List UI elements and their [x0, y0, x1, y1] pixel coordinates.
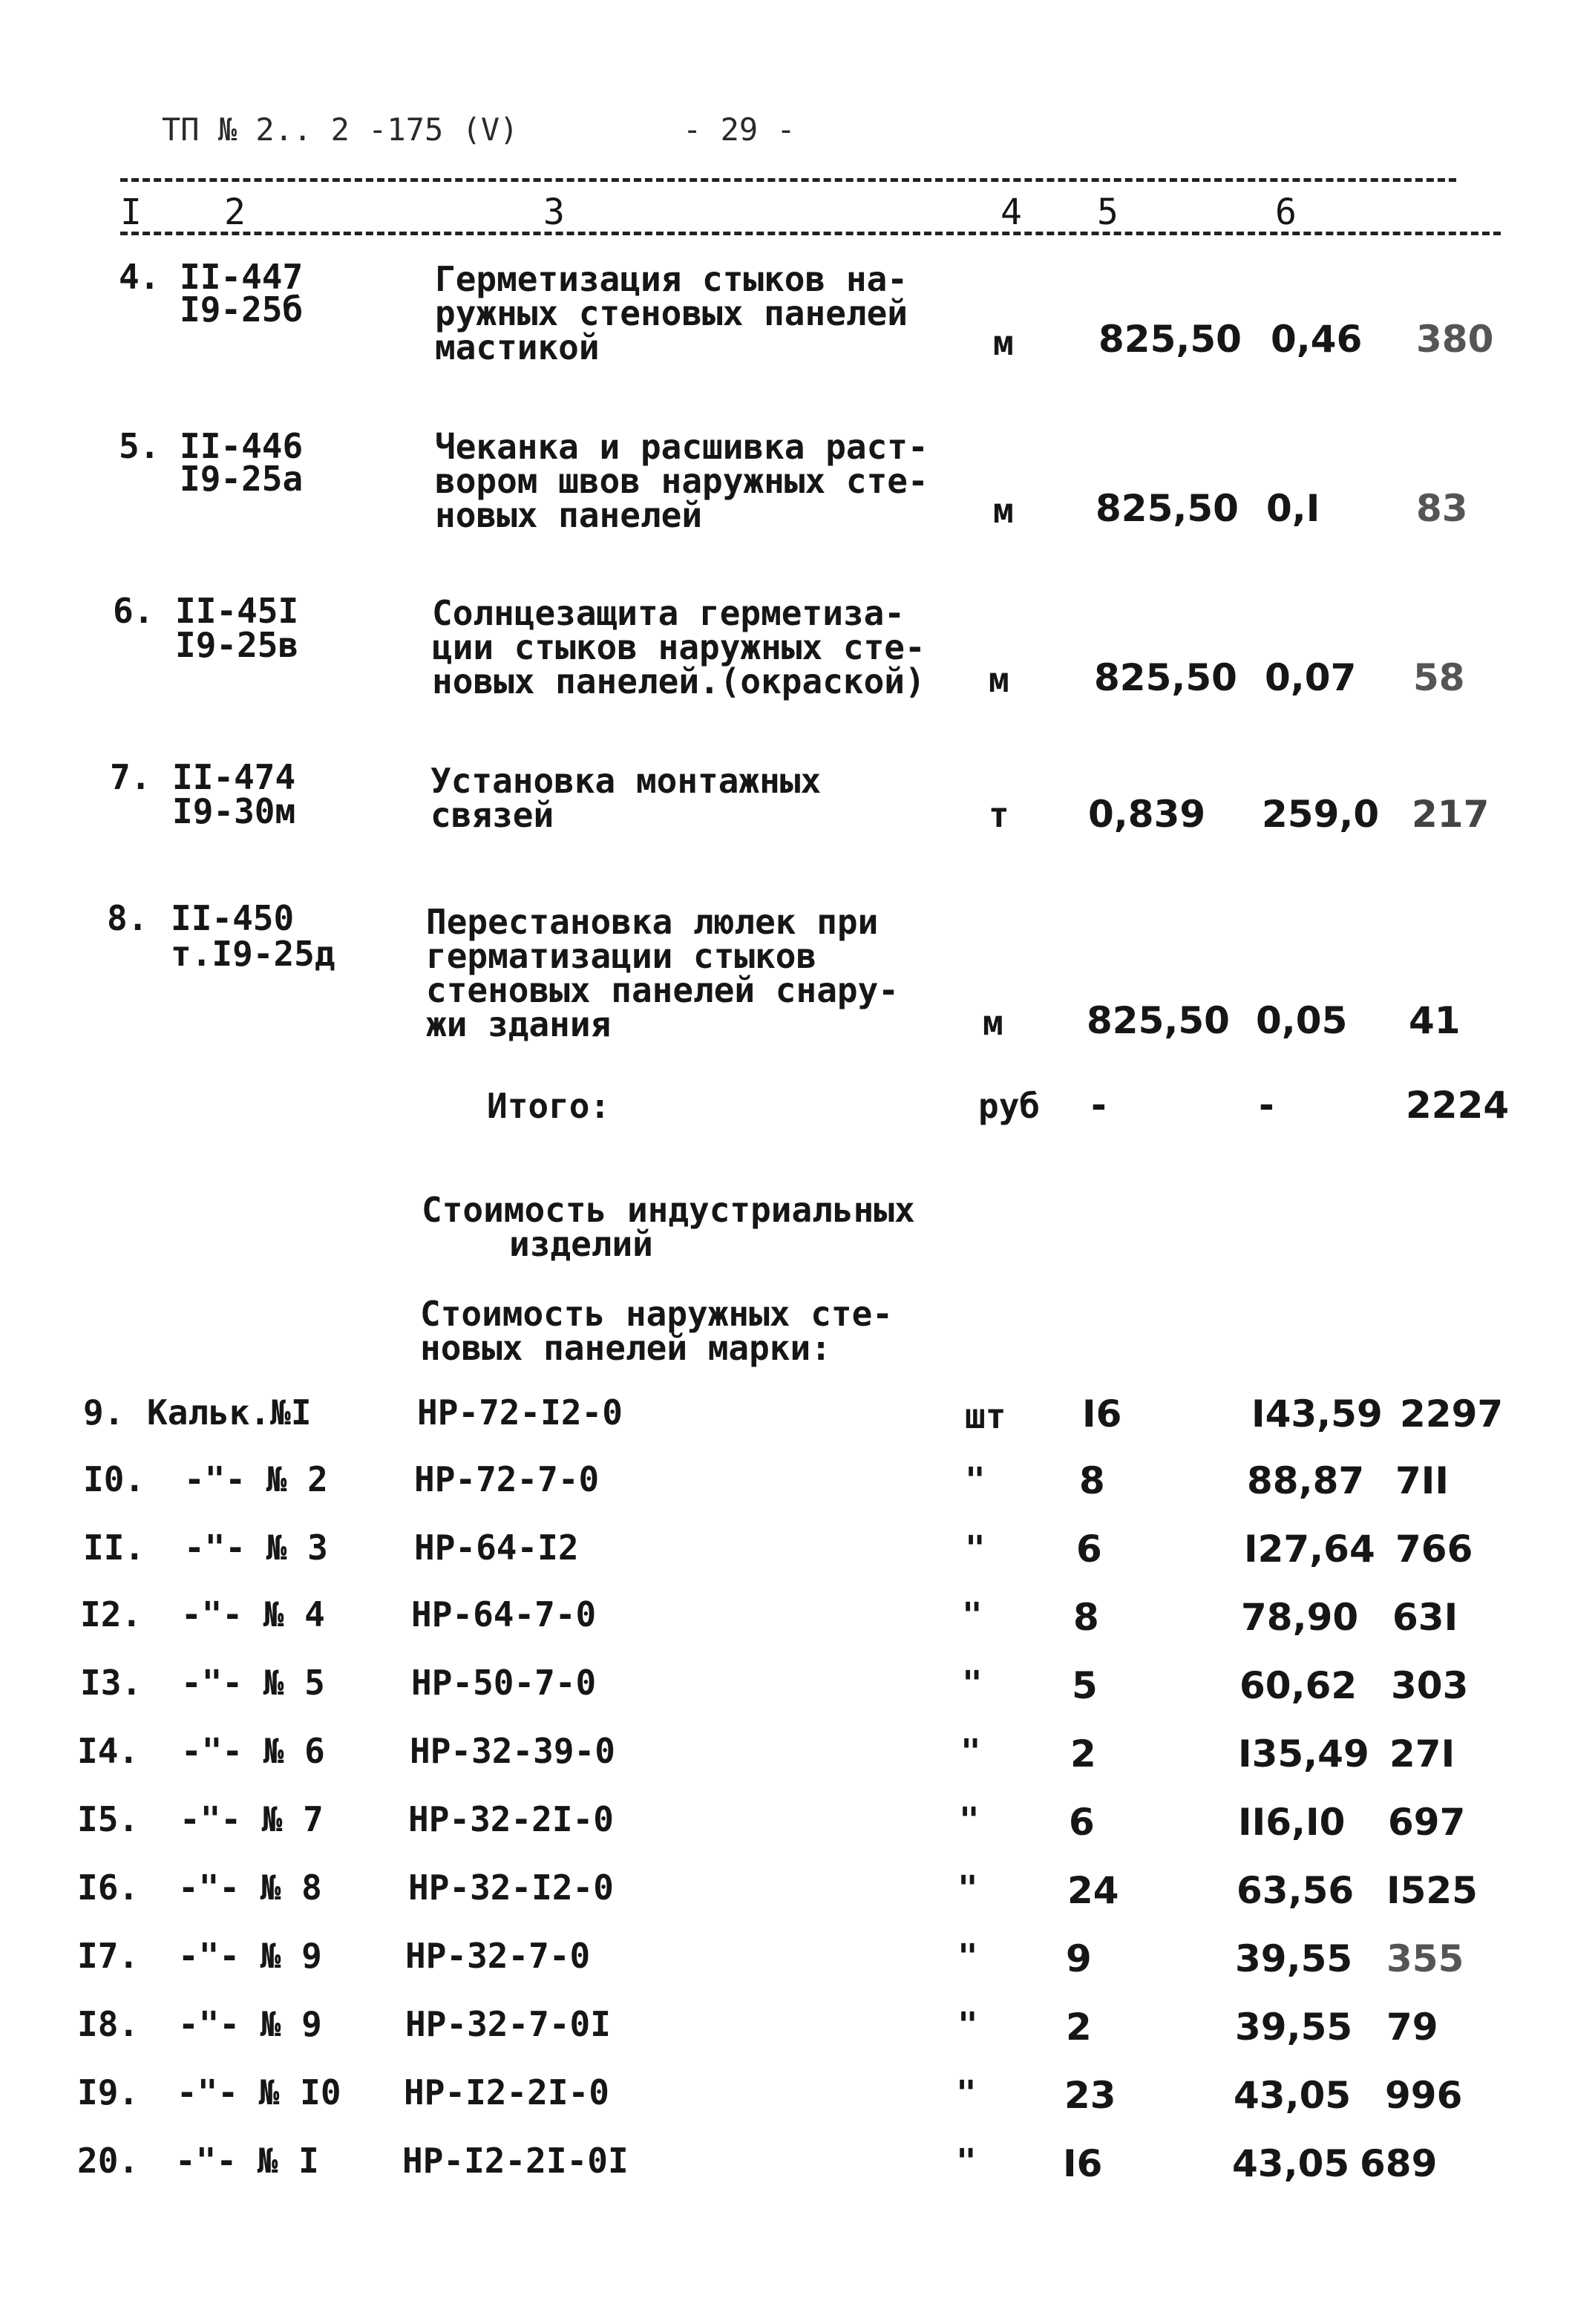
- amount: 766: [1395, 1528, 1473, 1571]
- amount: 83: [1416, 487, 1468, 530]
- unit-price: 39,55: [1235, 2006, 1353, 2049]
- work-description-line: Чеканка и расшивка раст-: [435, 427, 928, 467]
- calculation-ref: -"- № 5: [181, 1663, 325, 1703]
- item-number: 4.: [119, 257, 160, 297]
- header-divider: [120, 232, 1501, 235]
- unit-price: 0,07: [1265, 656, 1357, 699]
- total-label: Итого:: [487, 1086, 611, 1126]
- unit-price: 43,05: [1232, 2142, 1350, 2185]
- total-amount: 2224: [1406, 1084, 1510, 1127]
- work-description-line: герматизации стыков: [426, 936, 817, 976]
- item-number: 9.: [83, 1392, 125, 1433]
- panel-mark: НР-50-7-0: [411, 1663, 597, 1703]
- item-number: I8.: [77, 2004, 140, 2044]
- calculation-ref: -"- № 7: [180, 1799, 324, 1839]
- amount: 58: [1413, 656, 1465, 699]
- amount: 217: [1412, 793, 1490, 836]
- quantity: 8: [1073, 1596, 1099, 1639]
- unit: ": [962, 1663, 983, 1703]
- item-number: 6.: [113, 591, 154, 631]
- work-description-line: связей: [430, 795, 554, 835]
- item-number: I5.: [77, 1799, 140, 1839]
- unit-price: II6,I0: [1238, 1801, 1346, 1844]
- section-title-line: изделий: [509, 1224, 653, 1264]
- quantity: 8: [1079, 1459, 1105, 1502]
- panel-mark: НР-32-7-0I: [405, 2004, 611, 2044]
- page-number: - 29 -: [683, 111, 796, 148]
- item-number: 7.: [110, 757, 151, 797]
- calculation-ref: -"- № 9: [178, 1936, 322, 1976]
- unit: т: [989, 795, 1009, 835]
- amount: 79: [1386, 2006, 1438, 2049]
- quantity: 9: [1066, 1937, 1092, 1980]
- quantity: 825,50: [1095, 487, 1239, 530]
- calculation-ref: -"- № 2: [184, 1459, 328, 1499]
- work-description-line: ции стыков наружных сте-: [432, 627, 926, 667]
- column-header-5: 5: [1097, 192, 1119, 233]
- unit: ": [956, 2073, 977, 2113]
- quantity: 825,50: [1087, 999, 1230, 1042]
- section-subtitle-line: Стоимость наружных сте-: [420, 1294, 893, 1334]
- amount: 27I: [1389, 1732, 1455, 1775]
- work-description-line: ружных стеновых панелей: [435, 293, 908, 333]
- quantity: 2: [1066, 2006, 1092, 2049]
- panel-mark: НР-64-I2: [414, 1528, 579, 1568]
- amount: 7II: [1395, 1459, 1449, 1502]
- unit-price: I27,64: [1244, 1528, 1375, 1571]
- amount: 355: [1386, 1937, 1464, 1980]
- calculation-ref: -"- № 8: [178, 1868, 322, 1908]
- column-header-1: I: [120, 192, 142, 233]
- column-header-6: 6: [1275, 192, 1297, 233]
- unit-price: 43,05: [1234, 2074, 1352, 2117]
- amount: I525: [1386, 1869, 1478, 1912]
- panel-mark: НР-32-39-0: [410, 1731, 615, 1771]
- item-number: I0.: [83, 1459, 145, 1499]
- unit-price: 39,55: [1235, 1937, 1353, 1980]
- quantity: 825,50: [1094, 656, 1237, 699]
- amount: 41: [1409, 999, 1461, 1042]
- work-description-line: стеновых панелей снару-: [426, 970, 899, 1010]
- unit: ": [965, 1528, 986, 1568]
- section-title-line: Стоимость индустриальных: [422, 1190, 915, 1230]
- unit: ": [960, 1732, 981, 1772]
- section-subtitle-line: новых панелей марки:: [420, 1328, 831, 1368]
- panel-mark: НР-32-I2-0: [408, 1868, 614, 1908]
- work-description-line: Установка монтажных: [430, 761, 822, 801]
- panel-mark: НР-72-7-0: [414, 1459, 600, 1499]
- quantity: 6: [1069, 1801, 1095, 1844]
- item-number: I6.: [77, 1868, 140, 1908]
- panel-mark: НР-72-I2-0: [417, 1392, 623, 1433]
- unit: ": [957, 1868, 978, 1908]
- unit: м: [993, 491, 1014, 531]
- work-description-line: Герметизация стыков на-: [435, 259, 908, 299]
- work-description-line: Солнцезащита герметиза-: [432, 593, 905, 633]
- unit-price: 88,87: [1247, 1459, 1365, 1502]
- calculation-ref: -"- № 9: [178, 2004, 322, 2044]
- column-header-4: 4: [1000, 192, 1022, 233]
- amount: 2297: [1400, 1392, 1504, 1436]
- unit-price: 0,05: [1256, 999, 1348, 1042]
- unit-price: I35,49: [1238, 1732, 1369, 1775]
- unit-price: 78,90: [1241, 1596, 1359, 1639]
- unit: ": [956, 2141, 977, 2181]
- amount: 697: [1388, 1801, 1466, 1844]
- amount: 63I: [1392, 1596, 1458, 1639]
- column-header-3: 3: [543, 192, 565, 233]
- quantity: 0,839: [1088, 793, 1206, 836]
- unit-price: 0,I: [1266, 487, 1320, 530]
- calculation-ref: Кальк.№I: [147, 1392, 312, 1433]
- panel-mark: НР-I2-2I-0I: [402, 2141, 629, 2181]
- rate-code-secondary: I9-25б: [180, 289, 304, 330]
- rate-code: II-474: [172, 757, 296, 797]
- work-description-line: жи здания: [426, 1004, 612, 1044]
- quantity: 5: [1072, 1664, 1098, 1707]
- item-number: I7.: [77, 1936, 140, 1976]
- calculation-ref: -"- № 3: [184, 1528, 328, 1568]
- item-number: I4.: [77, 1731, 140, 1771]
- panel-mark: НР-32-7-0: [405, 1936, 591, 1976]
- quantity: 24: [1067, 1869, 1119, 1912]
- work-description-line: вором швов наружных сте-: [435, 461, 928, 501]
- quantity: 2: [1070, 1732, 1096, 1775]
- quantity: 23: [1064, 2074, 1116, 2117]
- item-number: 8.: [107, 898, 148, 938]
- unit-price: 60,62: [1239, 1664, 1357, 1707]
- item-number: I9.: [77, 2072, 140, 2112]
- unit: ": [965, 1460, 986, 1500]
- rate-code: II-447: [180, 257, 304, 297]
- calculation-ref: -"- № I0: [177, 2072, 341, 2112]
- quantity: 6: [1076, 1528, 1102, 1571]
- unit-price: 0,46: [1271, 318, 1363, 361]
- rate-code: II-446: [180, 426, 304, 466]
- calculation-ref: -"- № 6: [181, 1731, 325, 1771]
- unit: ": [962, 1595, 983, 1635]
- item-number: 5.: [119, 426, 160, 466]
- work-description-line: новых панелей: [435, 495, 703, 535]
- column-header-2: 2: [224, 192, 246, 233]
- unit: м: [983, 1003, 1003, 1043]
- calculation-ref: -"- № I: [175, 2141, 319, 2181]
- panel-mark: НР-I2-2I-0: [404, 2072, 609, 2112]
- rate-code-secondary: I9-25а: [180, 459, 304, 499]
- unit: шт: [965, 1396, 1006, 1436]
- item-number: I3.: [80, 1663, 143, 1703]
- rate-code: II-450: [171, 898, 295, 938]
- amount: 689: [1360, 2142, 1438, 2185]
- work-description-line: мастикой: [435, 327, 600, 367]
- rate-code-secondary: I9-25в: [175, 625, 299, 665]
- total-unit: руб: [978, 1086, 1041, 1126]
- calculation-ref: -"- № 4: [181, 1594, 325, 1634]
- amount: 303: [1391, 1664, 1469, 1707]
- document-reference: ТП № 2.. 2 -175 (V): [162, 111, 519, 148]
- quantity: I6: [1063, 2142, 1103, 2185]
- item-number: II.: [83, 1528, 145, 1568]
- rate-code-secondary: т.I9-25д: [171, 934, 335, 974]
- item-number: 20.: [77, 2141, 140, 2181]
- unit: м: [993, 323, 1014, 363]
- unit-price: 259,0: [1262, 793, 1380, 836]
- unit-price: I43,59: [1251, 1392, 1383, 1436]
- rate-code: II-45I: [175, 591, 299, 631]
- total-quantity-dash: -: [1091, 1084, 1107, 1127]
- work-description-line: Перестановка люлек при: [426, 902, 879, 942]
- panel-mark: НР-64-7-0: [411, 1594, 597, 1634]
- unit: ": [957, 2005, 978, 2045]
- amount: 996: [1385, 2074, 1463, 2117]
- item-number: I2.: [80, 1594, 143, 1634]
- unit: м: [989, 660, 1009, 700]
- total-price-dash: -: [1259, 1084, 1274, 1127]
- top-divider: [120, 178, 1456, 182]
- quantity: I6: [1082, 1392, 1122, 1436]
- unit: ": [957, 1937, 978, 1977]
- panel-mark: НР-32-2I-0: [408, 1799, 614, 1839]
- unit: ": [959, 1800, 980, 1840]
- work-description-line: новых панелей.(окраской): [432, 661, 926, 701]
- quantity: 825,50: [1098, 318, 1242, 361]
- unit-price: 63,56: [1237, 1869, 1355, 1912]
- amount: 380: [1416, 318, 1494, 361]
- rate-code-secondary: I9-30м: [172, 791, 296, 831]
